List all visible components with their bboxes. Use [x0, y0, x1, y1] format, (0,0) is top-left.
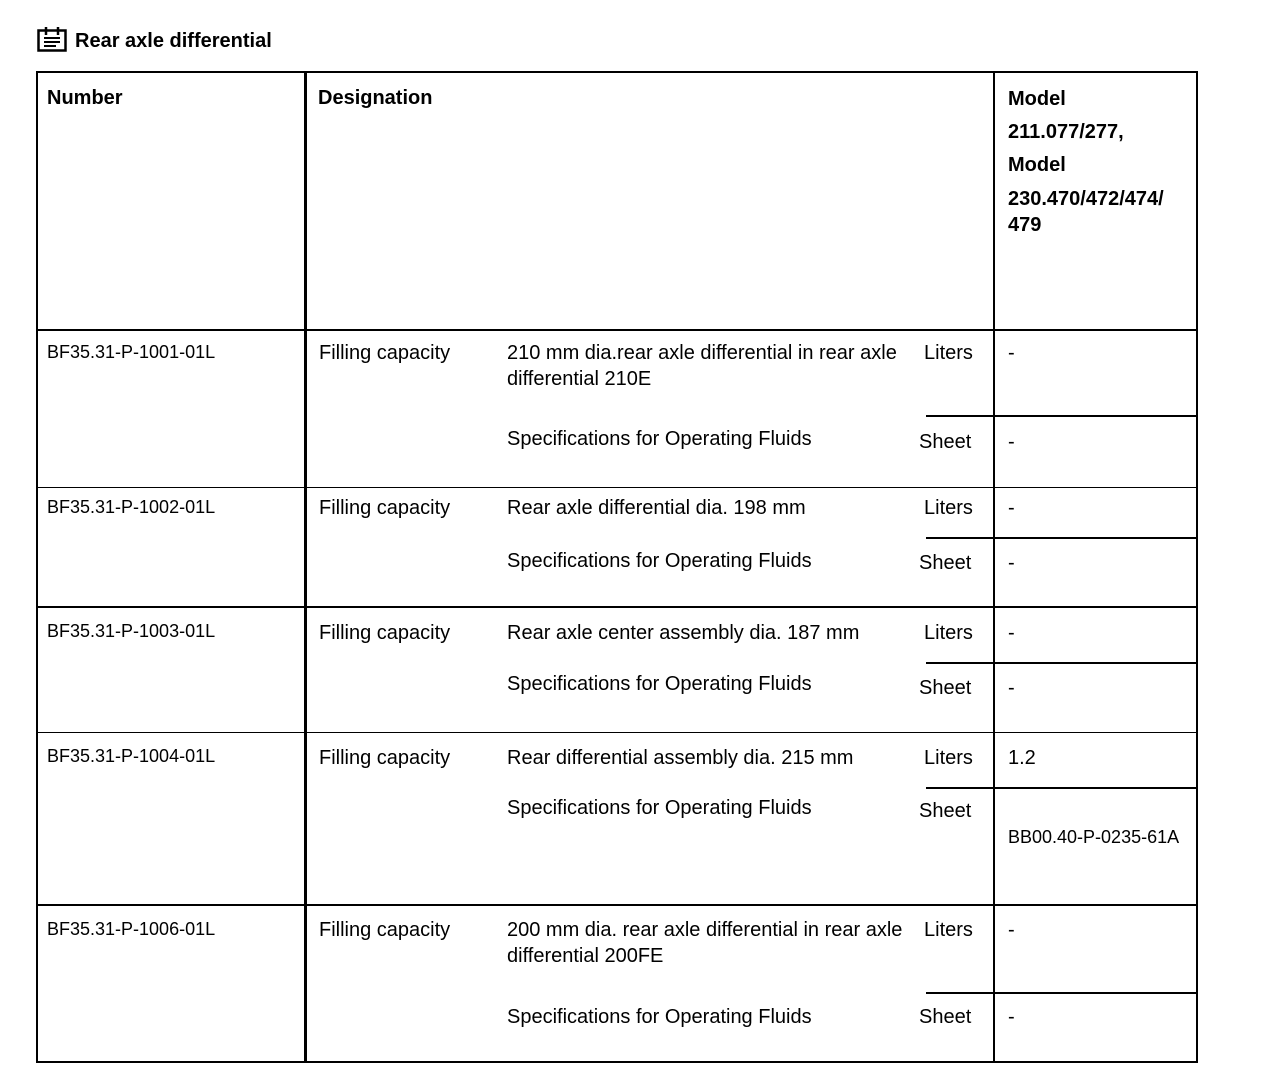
row-number: BF35.31-P-1004-01L [47, 746, 216, 766]
row-item: Specifications for Operating Fluids [507, 428, 812, 450]
row-unit: Sheet [919, 552, 972, 574]
row-item: Specifications for Operating Fluids [507, 797, 812, 819]
row-item: Specifications for Operating Fluids [507, 673, 812, 695]
row-value: - [1008, 677, 1015, 699]
row-divider [36, 904, 1198, 906]
sub-row-divider [926, 787, 1198, 789]
row-value: - [1008, 919, 1015, 941]
row-item: 200 mm dia. rear axle differential in rear axle differential 200FE [507, 919, 903, 967]
row-value: - [1008, 552, 1015, 574]
row-designation: Filling capacity [319, 497, 451, 519]
row-unit: Sheet [919, 1006, 972, 1028]
header-model-line: 230.470/472/474/ [1008, 188, 1164, 210]
row-designation: Filling capacity [319, 622, 451, 644]
row-value: - [1008, 622, 1015, 644]
page-title: Rear axle differential [75, 30, 272, 52]
header-model [1008, 83, 1194, 238]
row-designation: Filling capacity [319, 342, 451, 364]
row-value: - [1008, 431, 1015, 453]
row-unit: Sheet [919, 677, 972, 699]
row-unit: Liters [924, 747, 973, 769]
row-value: - [1008, 342, 1015, 364]
row-unit: Liters [924, 497, 973, 519]
row-divider [36, 329, 1198, 331]
header-model-line: Model [1008, 154, 1066, 176]
row-item: Specifications for Operating Fluids [507, 550, 812, 572]
row-unit: Sheet [919, 800, 972, 822]
row-item: Rear differential assembly dia. 215 mm [507, 747, 854, 769]
row-item: Specifications for Operating Fluids [507, 1006, 812, 1028]
header-model-line: Model [1008, 88, 1066, 110]
row-unit: Liters [924, 342, 973, 364]
row-value: 1.2 [1008, 747, 1036, 769]
row-unit: Liters [924, 919, 973, 941]
row-number: BF35.31-P-1001-01L [47, 342, 216, 362]
row-value-reference: BB00.40-P-0235-61A [1008, 827, 1180, 847]
header-model-line: 211.077/277, [1008, 121, 1124, 143]
sub-row-divider [926, 662, 1198, 664]
row-number: BF35.31-P-1006-01L [47, 919, 216, 939]
row-designation: Filling capacity [319, 919, 451, 941]
table-border-left [36, 71, 38, 1063]
row-unit: Liters [924, 622, 973, 644]
sub-row-divider [926, 992, 1198, 994]
row-divider [36, 732, 1198, 733]
row-item: Rear axle center assembly dia. 187 mm [507, 622, 860, 644]
table-border-right [1196, 71, 1198, 1063]
row-divider [36, 487, 1198, 488]
header-designation: Designation [318, 87, 433, 109]
row-value: - [1008, 497, 1015, 519]
table-border-top [36, 71, 1198, 73]
sub-row-divider [926, 415, 1198, 417]
document-list-icon [37, 26, 67, 52]
table-border-bottom [36, 1061, 1198, 1063]
row-designation: Filling capacity [319, 747, 451, 769]
row-unit: Sheet [919, 431, 972, 453]
header-number: Number [47, 87, 123, 109]
row-number: BF35.31-P-1002-01L [47, 497, 216, 517]
fluid-capacity-table [36, 71, 1198, 1063]
page-heading [37, 24, 272, 52]
row-divider [36, 606, 1198, 608]
column-divider-model [993, 71, 995, 1063]
row-item: 210 mm dia.rear axle differential in rear axle differential 210E [507, 342, 897, 390]
row-item: Rear axle differential dia. 198 mm [507, 497, 806, 519]
header-model-line: 479 [1008, 214, 1042, 236]
column-divider-number [304, 71, 307, 1063]
row-number: BF35.31-P-1003-01L [47, 621, 216, 641]
sub-row-divider [926, 537, 1198, 539]
row-value: - [1008, 1006, 1015, 1028]
